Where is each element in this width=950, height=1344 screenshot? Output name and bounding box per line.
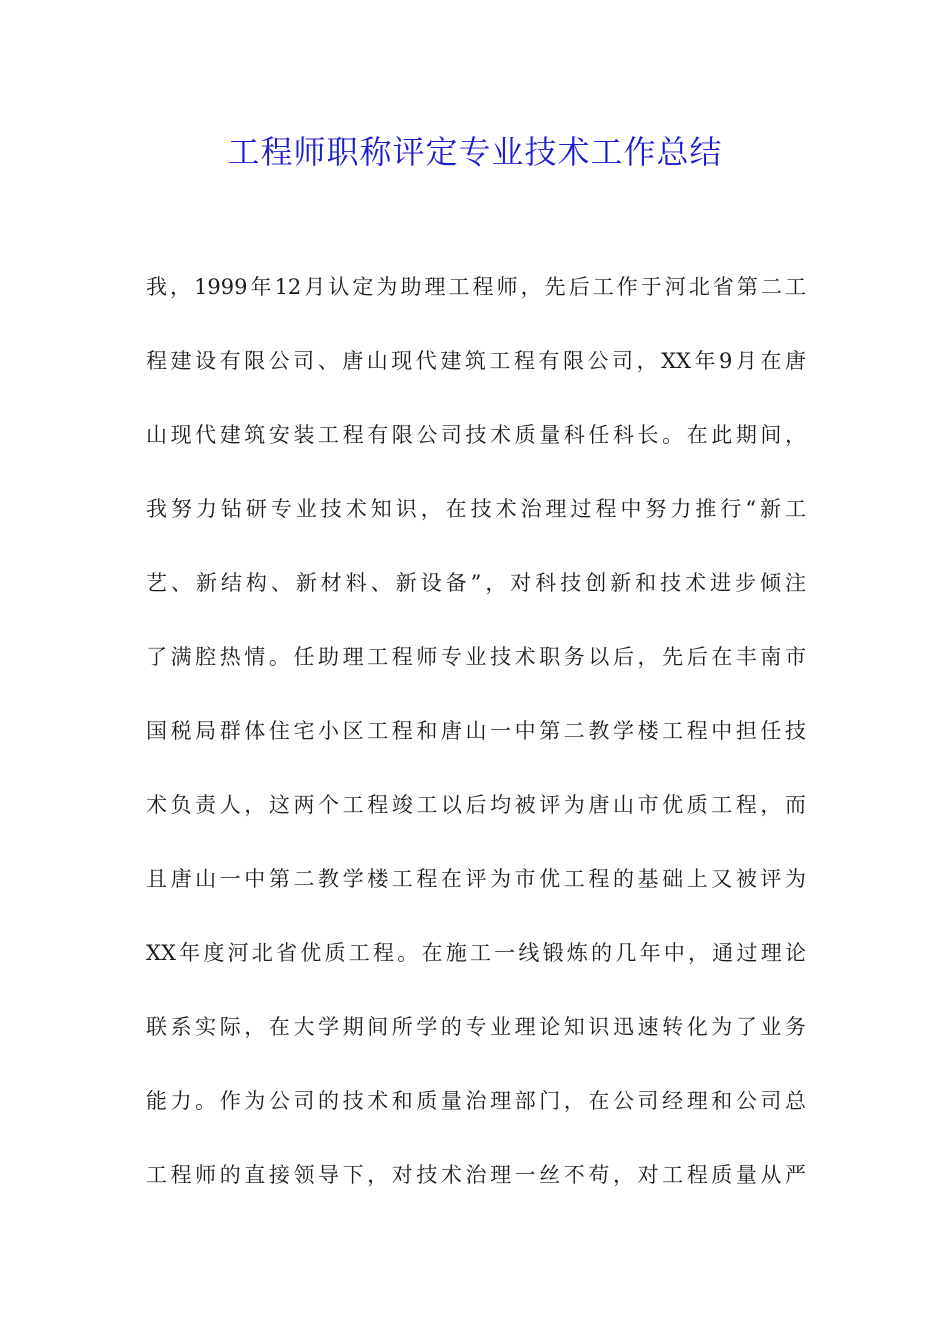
- text-line: 了满腔热情。任助理工程师专业技术职务以后，先后在丰南市: [146, 645, 806, 669]
- text-line: 术负责人，这两个工程竣工以后均被评为唐山市优质工程，而: [146, 793, 806, 817]
- document-title: 工程师职称评定专业技术工作总结: [227, 133, 723, 171]
- text-line: 能力。作为公司的技术和质量治理部门，在公司经理和公司总: [146, 1089, 806, 1113]
- body-paragraph: [146, 263, 806, 1225]
- text-line: 且唐山一中第二教学楼工程在评为市优工程的基础上又被评为: [146, 867, 806, 891]
- text-line: 工程师的直接领导下，对技术治理一丝不苟，对工程质量从严: [146, 1163, 806, 1187]
- text-line: 联系实际，在大学期间所学的专业理论知识迅速转化为了业务: [146, 1015, 806, 1039]
- text-line: 我努力钻研专业技术知识，在技术治理过程中努力推行“新工: [146, 497, 806, 521]
- text-line: 艺、新结构、新材料、新设备”，对科技创新和技术进步倾注: [146, 571, 806, 595]
- text-line: 山现代建筑安装工程有限公司技术质量科任科长。在此期间，: [146, 423, 806, 447]
- text-line: 国税局群体住宅小区工程和唐山一中第二教学楼工程中担任技: [146, 719, 806, 743]
- text-line: 程建设有限公司、唐山现代建筑工程有限公司，XX年9月在唐: [146, 349, 806, 373]
- text-line: XX年度河北省优质工程。在施工一线锻炼的几年中，通过理论: [146, 941, 806, 965]
- text-line: 我，1999年12月认定为助理工程师，先后工作于河北省第二工: [146, 275, 806, 299]
